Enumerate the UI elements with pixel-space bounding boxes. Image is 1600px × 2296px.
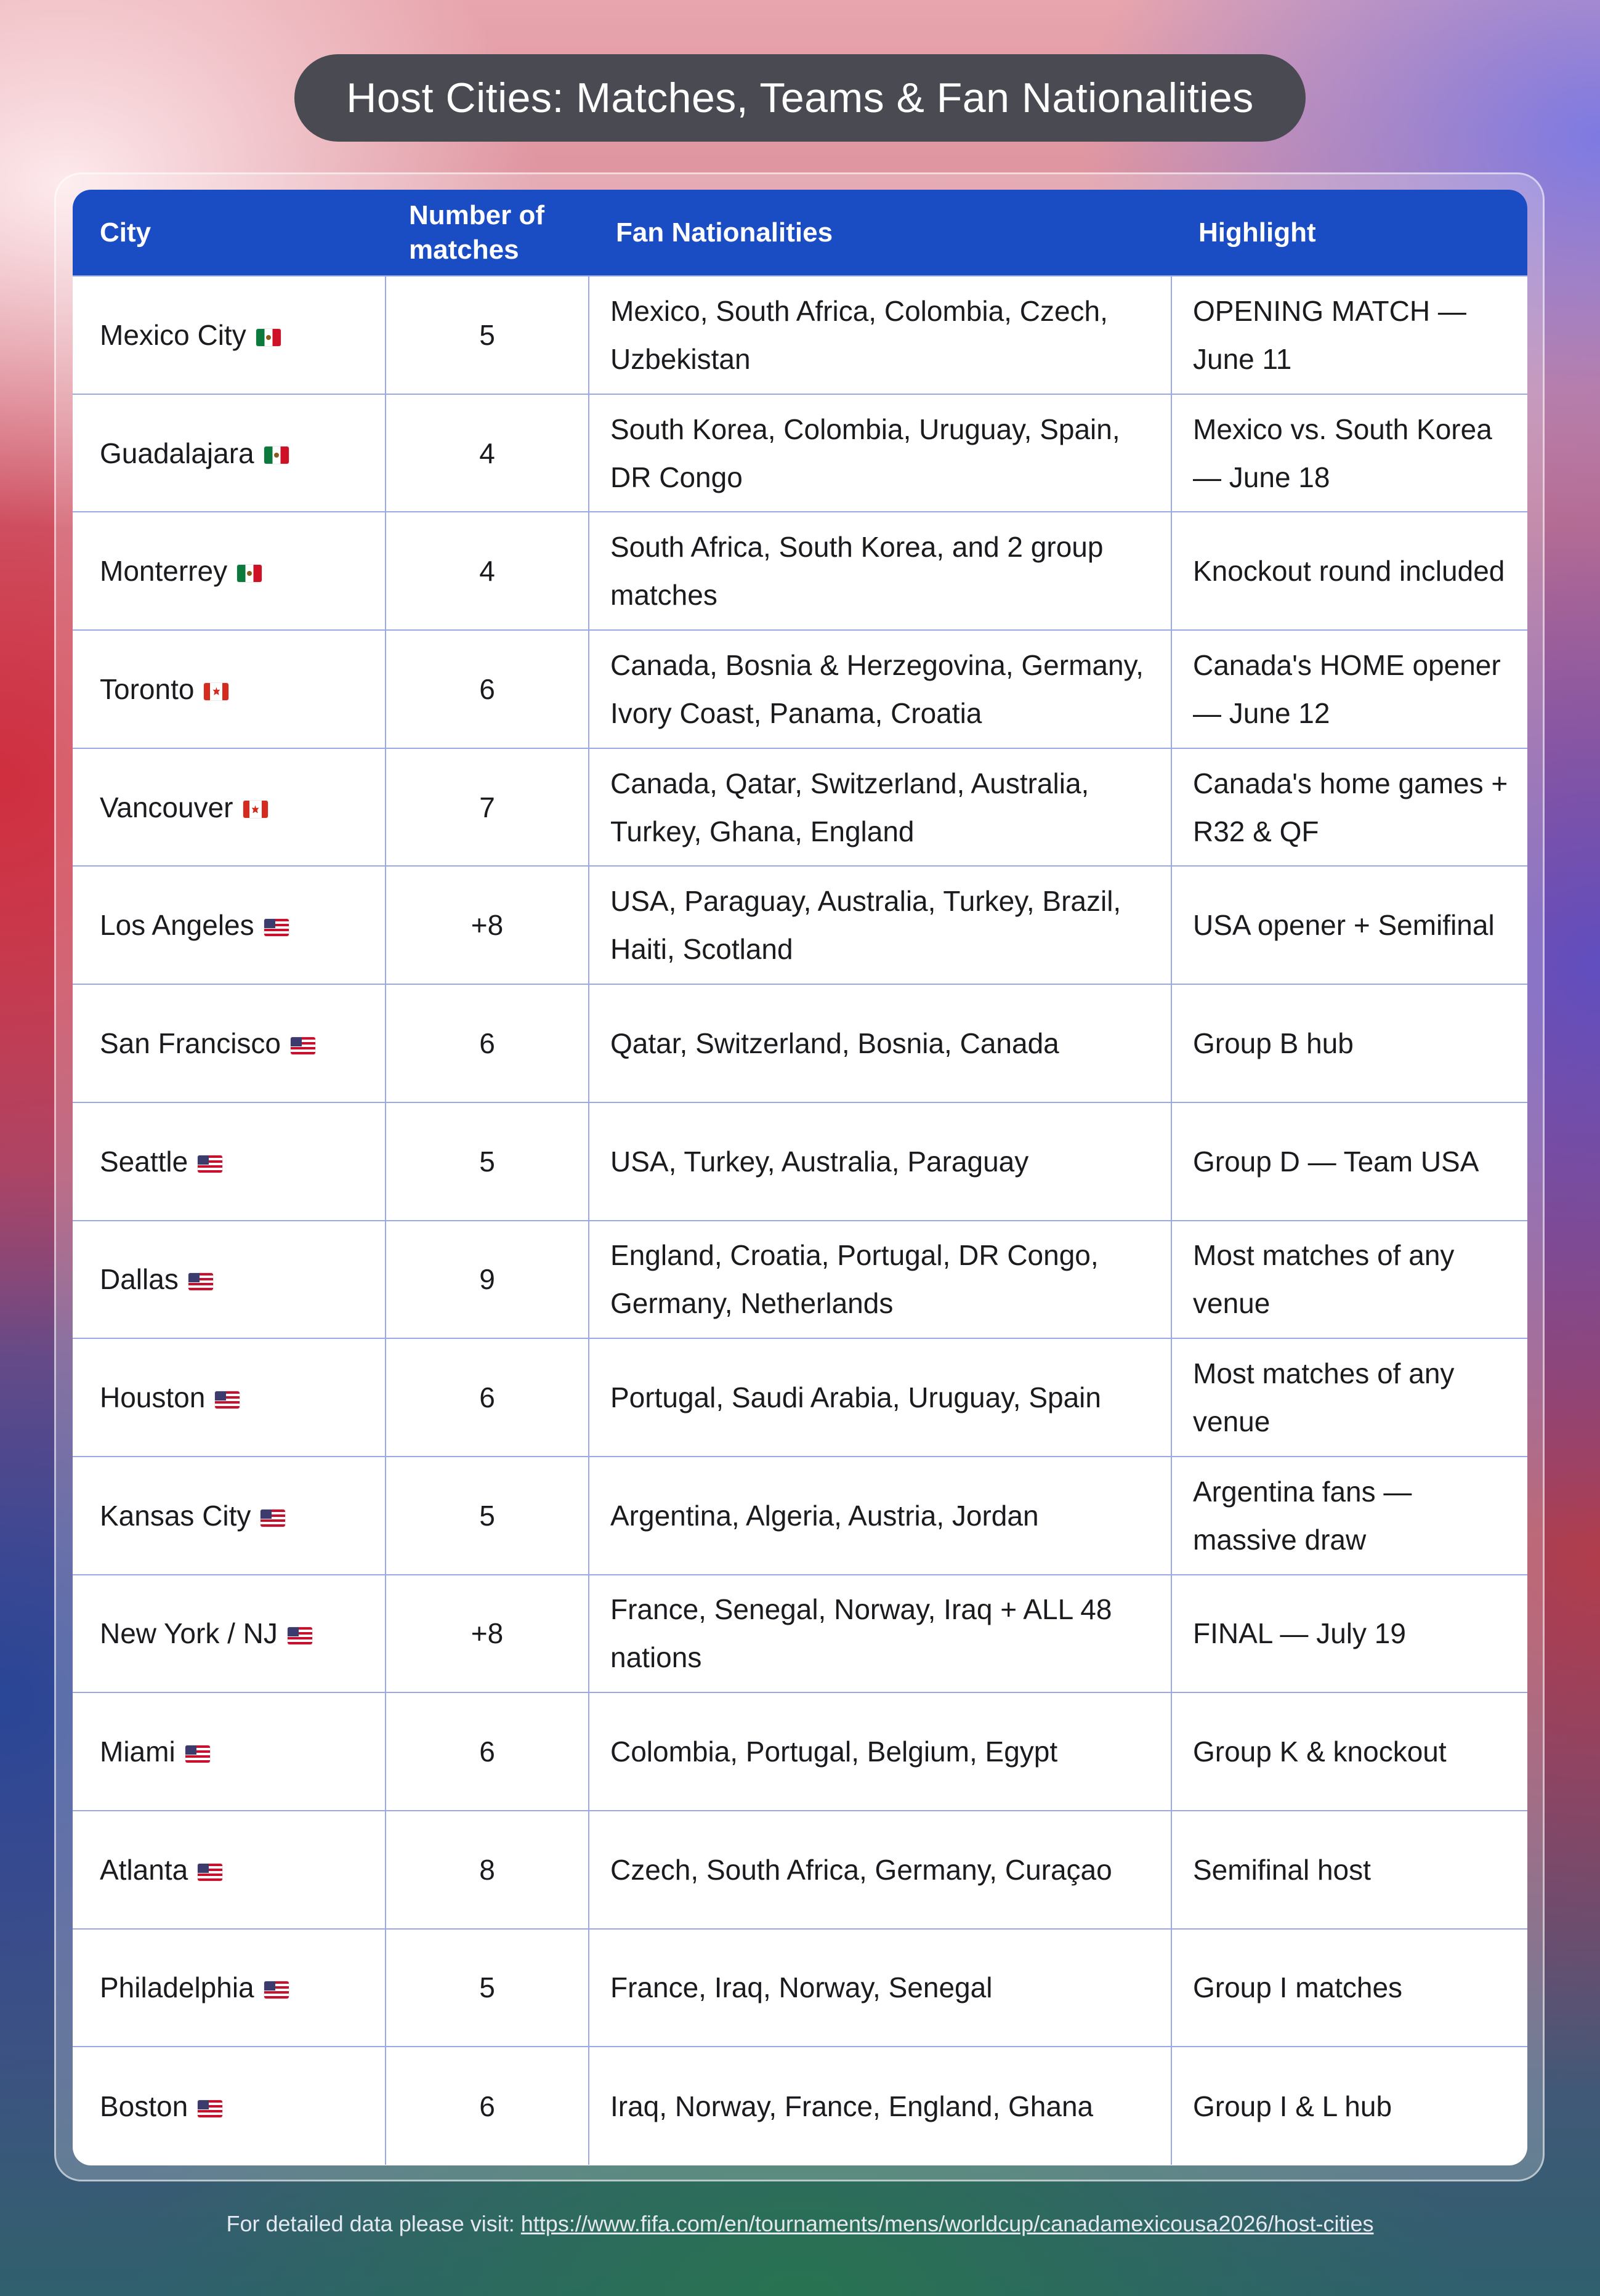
city-cell (73, 748, 386, 867)
fan-nationalities-cell: Argentina, Algeria, Austria, Jordan (589, 1457, 1171, 1575)
city-cell (73, 512, 386, 630)
fan-nationalities-cell: USA, Turkey, Australia, Paraguay (589, 1102, 1171, 1221)
highlight-cell: Mexico vs. South Korea — June 18 (1171, 394, 1527, 512)
page-title (294, 54, 1306, 142)
highlight-cell: Most matches of any venue (1171, 1338, 1527, 1457)
highlight-cell: USA opener + Semifinal (1171, 866, 1527, 984)
fan-nationalities-cell: Portugal, Saudi Arabia, Uruguay, Spain (589, 1338, 1171, 1457)
city-cell (73, 276, 386, 394)
usa-flag-icon (215, 1391, 240, 1409)
city-cell (73, 866, 386, 984)
city-cell (73, 394, 386, 512)
city-name: Guadalajara (100, 437, 254, 469)
city-name: Seattle (100, 1145, 188, 1178)
fan-nationalities-cell: South Korea, Colombia, Uruguay, Spain, DR Congo (589, 394, 1171, 512)
usa-flag-icon (264, 919, 289, 936)
matches-cell: 8 (386, 1811, 589, 1929)
city-name: Toronto (100, 673, 195, 705)
usa-flag-icon (198, 1155, 222, 1173)
highlight-cell: Group I & L hub (1171, 2047, 1527, 2165)
highlight-cell: Group B hub (1171, 984, 1527, 1102)
highlight-cell: Knockout round included (1171, 512, 1527, 630)
fan-nationalities-cell: Canada, Bosnia & Herzegovina, Germany, Ivory Coast, Panama, Croatia (589, 630, 1171, 748)
fan-nationalities-cell: Colombia, Portugal, Belgium, Egypt (589, 1692, 1171, 1811)
fan-nationalities-cell: Canada, Qatar, Switzerland, Australia, Turkey, Ghana, England (589, 748, 1171, 867)
mexico-flag-icon (264, 447, 289, 464)
usa-flag-icon (198, 1864, 222, 1881)
highlight-cell: OPENING MATCH — June 11 (1171, 276, 1527, 394)
matches-cell: 5 (386, 1929, 589, 2047)
city-name: New York / NJ (100, 1617, 278, 1650)
host-cities-table (73, 190, 1527, 2165)
city-name: Atlanta (100, 1853, 188, 1886)
usa-flag-icon (261, 1510, 285, 1527)
table-row (73, 1457, 1527, 1575)
footer-note (0, 2211, 1600, 2237)
page-title-text: Host Cities: Matches, Teams & Fan Nationalities (346, 75, 1254, 121)
fan-nationalities-cell: Czech, South Africa, Germany, Curaçao (589, 1811, 1171, 1929)
fan-nationalities-cell: South Africa, South Korea, and 2 group matches (589, 512, 1171, 630)
highlight-cell: Semifinal host (1171, 1811, 1527, 1929)
table-row (73, 394, 1527, 512)
table-row (73, 1929, 1527, 2047)
highlight-cell: Canada's home games + R32 & QF (1171, 748, 1527, 867)
table-row (73, 1221, 1527, 1339)
canada-flag-icon (243, 801, 268, 818)
table-row (73, 1811, 1527, 1929)
table-row (73, 866, 1527, 984)
table-row (73, 1102, 1527, 1221)
footer-prefix: For detailed data please visit: (226, 2211, 521, 2236)
matches-cell: 6 (386, 1692, 589, 1811)
highlight-cell: Group K & knockout (1171, 1692, 1527, 1811)
city-cell (73, 630, 386, 748)
fan-nationalities-cell: Iraq, Norway, France, England, Ghana (589, 2047, 1171, 2165)
matches-cell: 6 (386, 630, 589, 748)
mexico-flag-icon (237, 565, 262, 582)
matches-cell: +8 (386, 866, 589, 984)
city-name: Mexico City (100, 318, 246, 351)
mexico-flag-icon (256, 329, 281, 346)
city-name: Dallas (100, 1263, 179, 1296)
usa-flag-icon (188, 1273, 213, 1290)
host-cities-table-card (73, 190, 1527, 2165)
highlight-cell: Group I matches (1171, 1929, 1527, 2047)
matches-cell: 5 (386, 1102, 589, 1221)
fan-nationalities-cell: Mexico, South Africa, Colombia, Czech, Uzbekistan (589, 276, 1171, 394)
fan-nationalities-cell: France, Senegal, Norway, Iraq + ALL 48 nations (589, 1575, 1171, 1693)
usa-flag-icon (264, 1981, 289, 1999)
matches-cell: 7 (386, 748, 589, 867)
table-row (73, 748, 1527, 867)
usa-flag-icon (198, 2100, 222, 2117)
city-name: Boston (100, 2090, 188, 2122)
matches-cell: 4 (386, 394, 589, 512)
canada-flag-icon (204, 683, 228, 700)
city-cell (73, 1575, 386, 1693)
matches-cell: 5 (386, 276, 589, 394)
table-row (73, 2047, 1527, 2165)
city-name: Kansas City (100, 1499, 251, 1532)
fan-nationalities-cell: Qatar, Switzerland, Bosnia, Canada (589, 984, 1171, 1102)
fan-nationalities-cell: England, Croatia, Portugal, DR Congo, Germany, Netherlands (589, 1221, 1171, 1339)
matches-cell: 6 (386, 984, 589, 1102)
matches-cell: 4 (386, 512, 589, 630)
highlight-cell: FINAL — July 19 (1171, 1575, 1527, 1693)
highlight-cell: Argentina fans — massive draw (1171, 1457, 1527, 1575)
city-cell (73, 1338, 386, 1457)
table-row (73, 276, 1527, 394)
city-name: Houston (100, 1381, 206, 1414)
table-row (73, 512, 1527, 630)
header-fan-nationalities: Fan Nationalities (616, 217, 833, 248)
matches-cell: 6 (386, 2047, 589, 2165)
fan-nationalities-cell: France, Iraq, Norway, Senegal (589, 1929, 1171, 2047)
header-highlight: Highlight (1198, 217, 1316, 248)
matches-cell: +8 (386, 1575, 589, 1693)
table-row (73, 1338, 1527, 1457)
usa-flag-icon (185, 1745, 210, 1763)
city-name: Los Angeles (100, 909, 254, 942)
city-cell (73, 1221, 386, 1339)
city-cell (73, 2047, 386, 2165)
city-cell (73, 1692, 386, 1811)
matches-cell: 5 (386, 1457, 589, 1575)
city-cell (73, 1457, 386, 1575)
table-row (73, 1692, 1527, 1811)
city-cell (73, 1811, 386, 1929)
header-matches: Number of matches (409, 200, 544, 265)
city-cell (73, 1102, 386, 1221)
header-city: City (100, 217, 152, 248)
fan-nationalities-cell: USA, Paraguay, Australia, Turkey, Brazil, Haiti, Scotland (589, 866, 1171, 984)
matches-cell: 6 (386, 1338, 589, 1457)
matches-cell: 9 (386, 1221, 589, 1339)
usa-flag-icon (288, 1627, 312, 1644)
city-name: San Francisco (100, 1027, 281, 1059)
table-row (73, 630, 1527, 748)
table-header-row (73, 190, 1527, 276)
highlight-cell: Canada's HOME opener — June 12 (1171, 630, 1527, 748)
city-name: Vancouver (100, 791, 233, 823)
city-cell (73, 984, 386, 1102)
host-cities-link[interactable]: https://www.fifa.com/en/tournaments/mens/worldcup/canadamexicousa2026/host-cities (520, 2211, 1374, 2236)
table-row (73, 1575, 1527, 1693)
city-name: Monterrey (100, 555, 228, 588)
city-cell (73, 1929, 386, 2047)
city-name: Miami (100, 1736, 176, 1768)
highlight-cell: Most matches of any venue (1171, 1221, 1527, 1339)
table-row (73, 984, 1527, 1102)
usa-flag-icon (291, 1037, 315, 1054)
highlight-cell: Group D — Team USA (1171, 1102, 1527, 1221)
city-name: Philadelphia (100, 1971, 254, 2004)
